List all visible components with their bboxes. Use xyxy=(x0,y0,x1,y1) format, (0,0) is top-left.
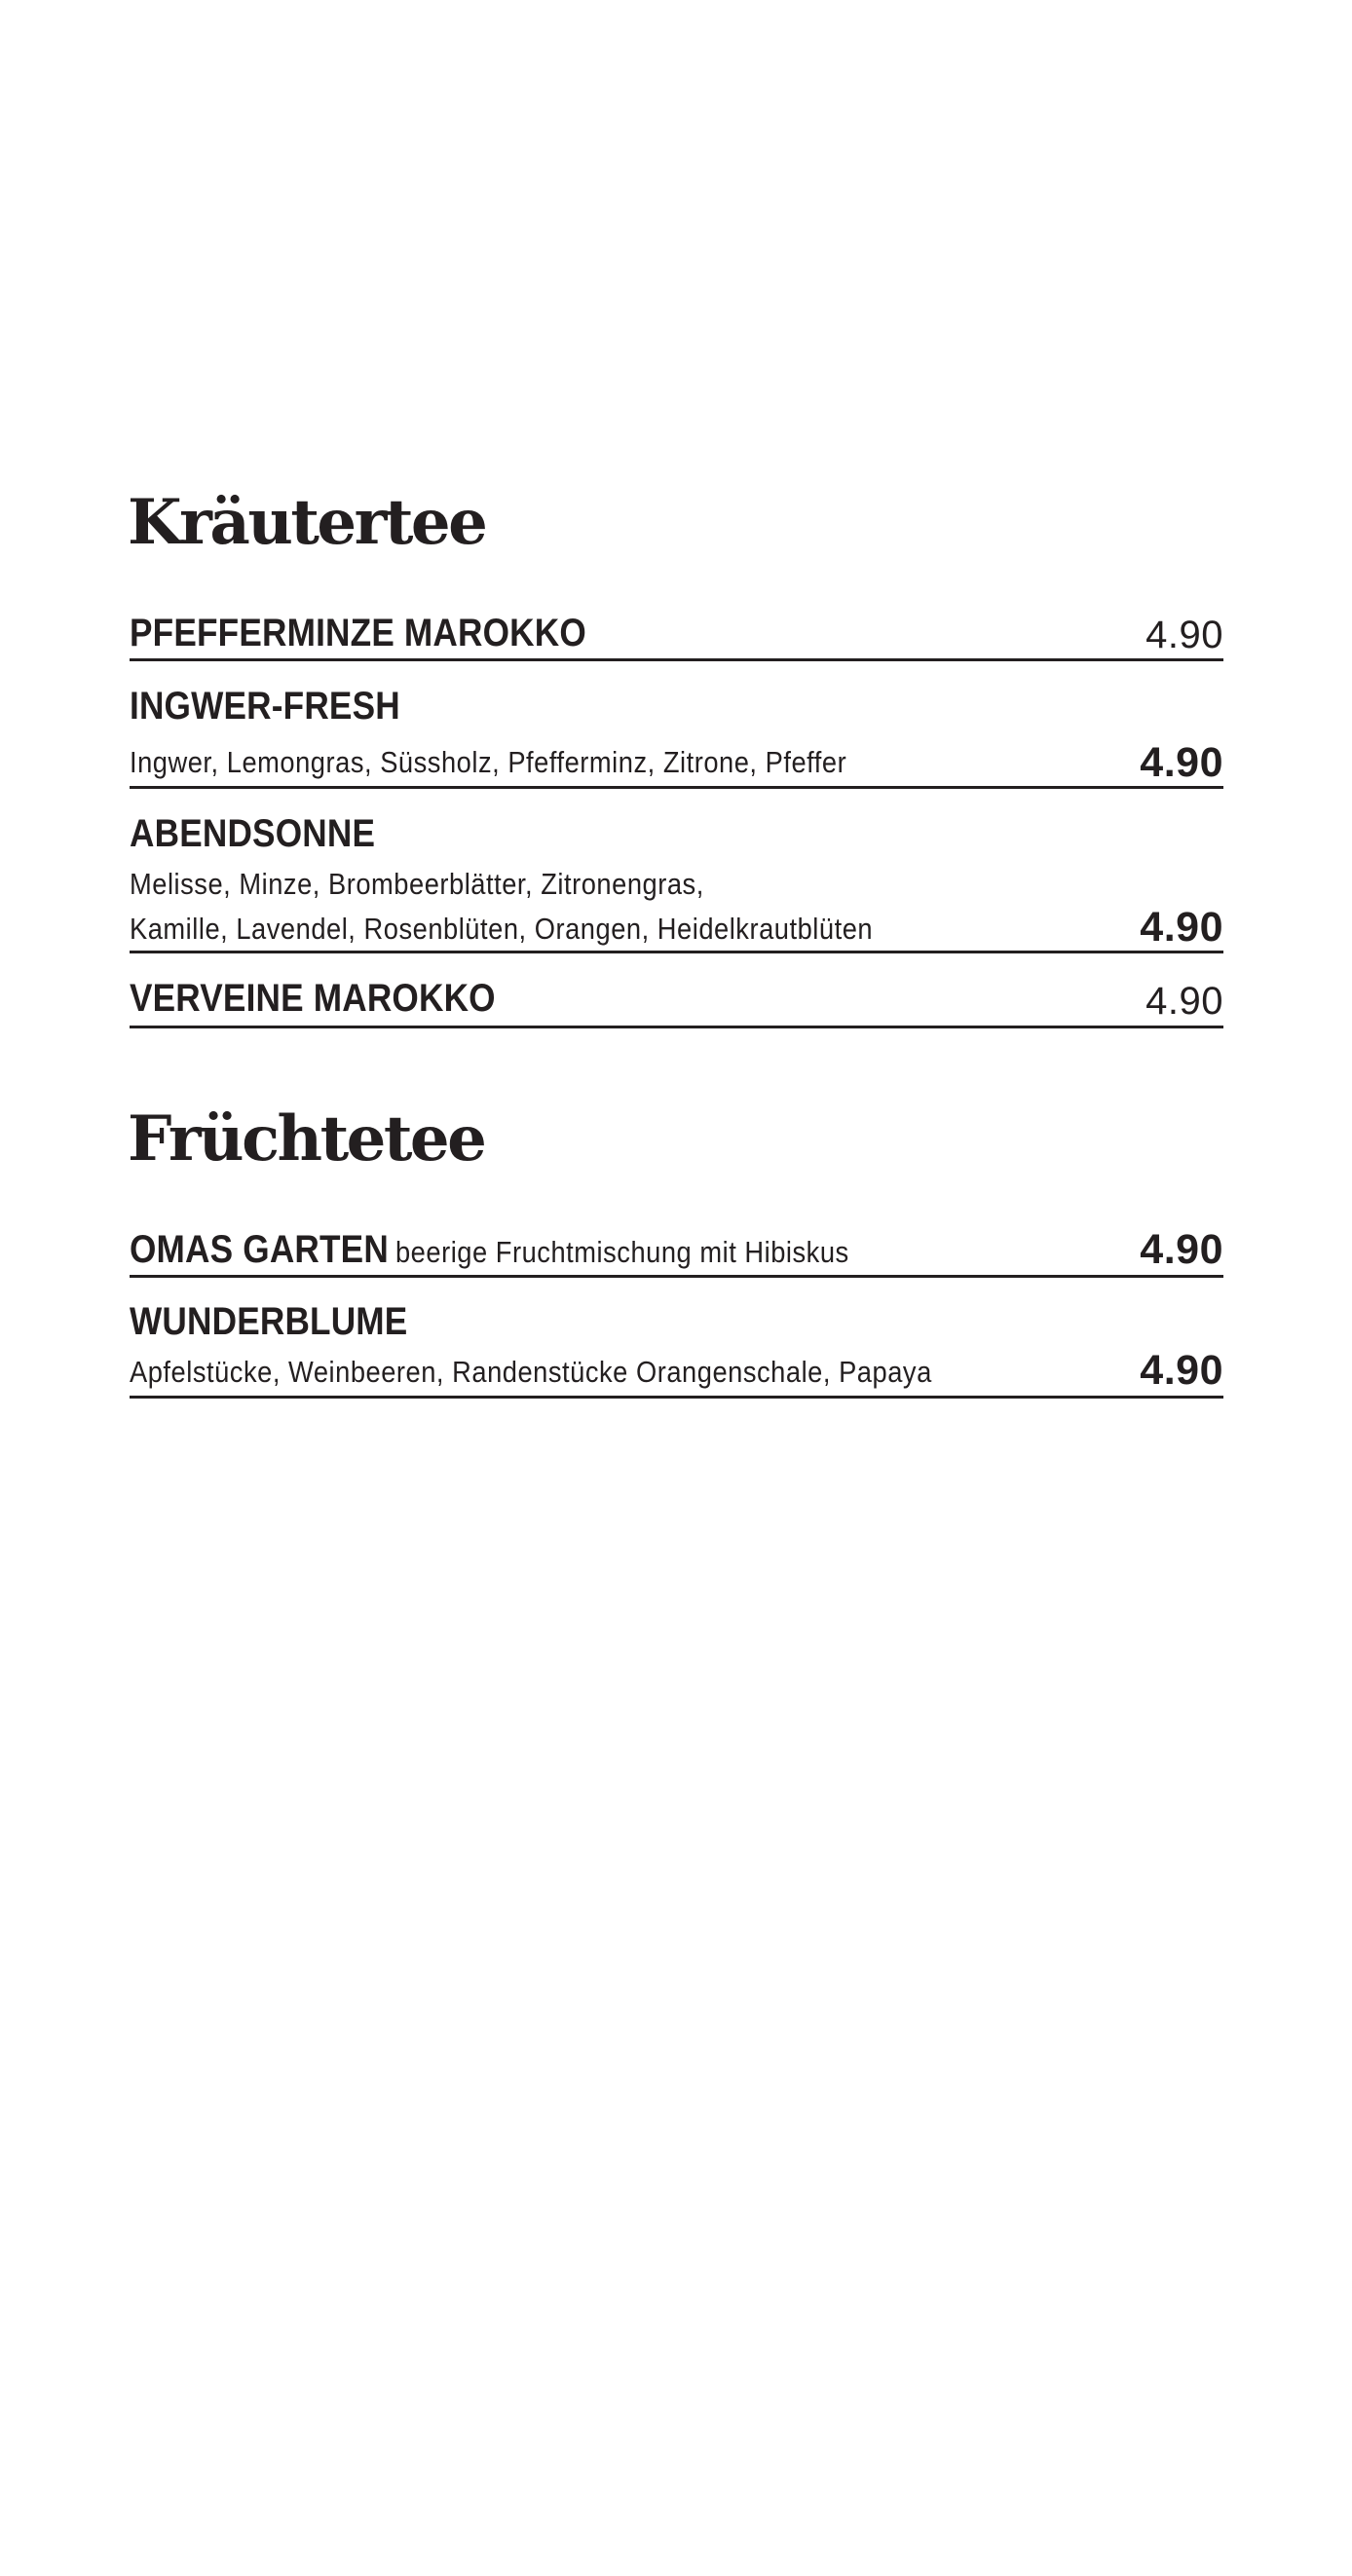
item-price: 4.90 xyxy=(1140,1226,1223,1273)
menu-item-pfefferminze-marokko xyxy=(130,604,1223,661)
item-name: INGWER-FRESH xyxy=(130,685,400,728)
menu-item-wunderblume xyxy=(130,1278,1223,1399)
item-description: Apfelstücke, Weinbeeren, Randenstücke Orangenschale, Papaya xyxy=(130,1355,932,1389)
section-title: Früchtetee xyxy=(128,1102,485,1176)
item-name-text: OMAS GARTEN xyxy=(130,1228,389,1271)
item-price: 4.90 xyxy=(1140,1347,1223,1394)
item-name: ABENDSONNE xyxy=(130,812,376,855)
menu-item-abendsonne xyxy=(130,789,1223,953)
item-description: Ingwer, Lemongras, Süssholz, Pfefferminz, Zitrone, Pfeffer xyxy=(130,745,847,779)
item-price: 4.90 xyxy=(1140,904,1223,951)
menu-item-omas-garten xyxy=(130,1217,1223,1278)
item-price: 4.90 xyxy=(1140,739,1223,786)
item-name: WUNDERBLUME xyxy=(130,1300,408,1343)
item-description: beerige Fruchtmischung mit Hibiskus xyxy=(394,1235,849,1269)
item-description-line-1: Melisse, Minze, Brombeerblätter, Zitronengras, xyxy=(130,867,704,901)
item-price: 4.90 xyxy=(1145,614,1223,656)
item-description-line-2: Kamille, Lavendel, Rosenblüten, Orangen, Heidelkrautblüten xyxy=(130,912,874,946)
section-title: Kräutertee xyxy=(128,486,486,559)
menu-item-ingwer-fresh xyxy=(130,661,1223,789)
menu-item-verveine-marokko xyxy=(130,953,1223,1028)
item-name: PFEFFERMINZE MAROKKO xyxy=(130,612,586,654)
item-name xyxy=(130,1226,849,1276)
item-name: VERVEINE MAROKKO xyxy=(130,977,496,1020)
item-price: 4.90 xyxy=(1145,980,1223,1023)
tea-menu xyxy=(130,0,1223,2576)
